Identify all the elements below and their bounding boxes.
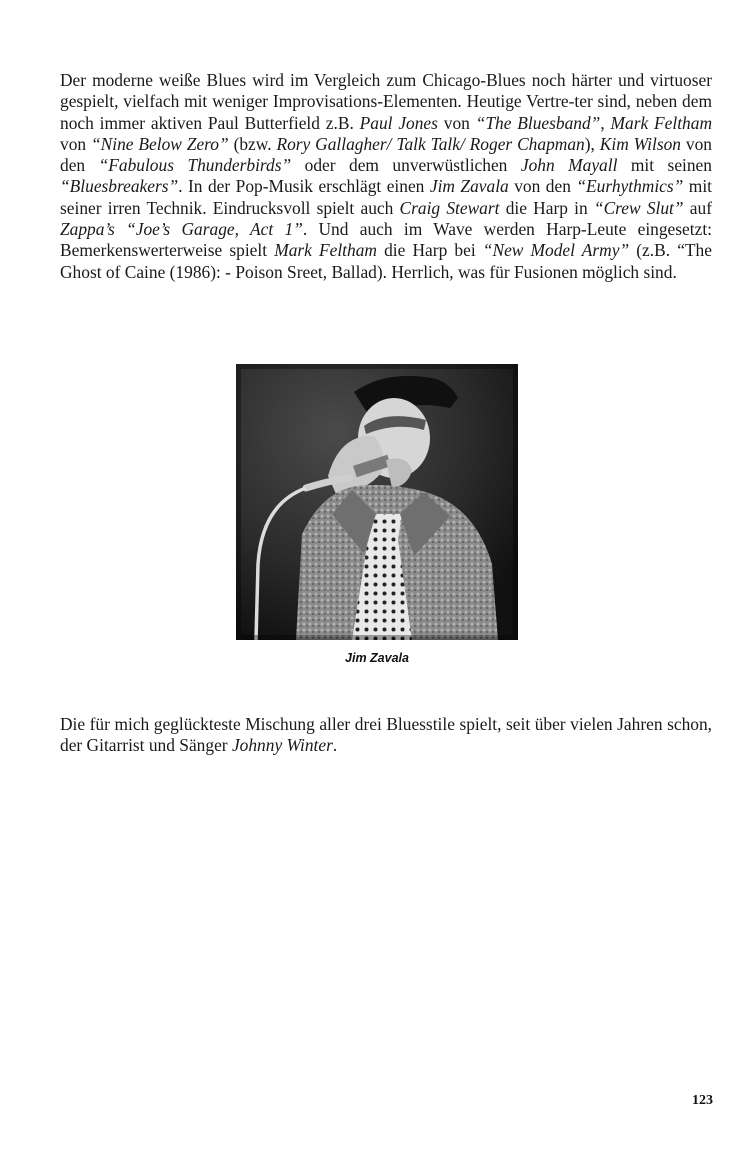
italic-name: Mark Feltham bbox=[274, 240, 377, 261]
text-run: Die für mich geglückteste Mischung aller drei Bluesstile spielt, seit über vielen Jahren schon, der Gitarrist und Sänger bbox=[60, 714, 712, 756]
italic-name: Paul Jones bbox=[359, 112, 438, 133]
text-run: von den bbox=[508, 176, 577, 197]
text-run: . In der Pop-Musik erschlägt einen bbox=[178, 176, 430, 197]
italic-name: Johnny Winter bbox=[231, 735, 333, 756]
text-run: von bbox=[437, 112, 476, 133]
text-run: Der moderne weiße Blues wird im Vergleich zum Chicago-Blues noch härter und virtuoser gespielt, vielfach mit weniger Improvisations-Elementen. Heutige Vertre-ter sind, neben dem noch immer aktiven Paul Butterfield z.B. bbox=[60, 70, 712, 133]
photo-jim-zavala bbox=[236, 364, 518, 640]
italic-name: John Mayall bbox=[520, 155, 618, 176]
text-run: mit seiner irren Technik. Eindrucksvoll spielt auch bbox=[60, 176, 712, 218]
text-run: . Und auch im Wave werden Harp-Leute eingesetzt: Bemerkenswerterweise spielt bbox=[60, 219, 712, 261]
body-paragraph-2 bbox=[60, 714, 712, 757]
italic-name: “Nine Below Zero” bbox=[91, 133, 229, 154]
italic-name: Zappa’s “Joe’s Garage, Act 1” bbox=[60, 219, 303, 240]
text-run: von den bbox=[60, 133, 713, 176]
text-run: . bbox=[332, 735, 338, 756]
italic-name: Craig Stewart bbox=[399, 197, 500, 218]
italic-name: Mark Feltham bbox=[610, 112, 712, 133]
page-number: 123 bbox=[692, 1093, 713, 1108]
italic-name: “Bluesbreakers” bbox=[60, 176, 179, 197]
text-run: oder dem unverwüstlichen bbox=[291, 155, 521, 176]
italic-name: “Eurhythmics” bbox=[576, 176, 684, 197]
text-run: (bzw. bbox=[228, 133, 277, 154]
harmonica-player-illustration bbox=[236, 364, 518, 640]
text-run: ), bbox=[584, 133, 600, 154]
italic-name: Kim Wilson bbox=[599, 133, 682, 154]
text-run: (z.B. “The Ghost of Caine (1986): - Poison Sreet, Ballad). Herrlich, was für Fusionen möglich sind. bbox=[60, 240, 712, 282]
text-run: , bbox=[600, 112, 611, 133]
figure-caption: Jim Zavala bbox=[345, 651, 409, 665]
italic-name: Jim Zavala bbox=[429, 176, 509, 197]
body-paragraph-1 bbox=[60, 70, 712, 283]
italic-name: “Crew Slut” bbox=[593, 197, 684, 218]
italic-name: “New Model Army” bbox=[482, 240, 630, 261]
italic-name: Rory Gallagher/ Talk Talk/ Roger Chapman bbox=[276, 133, 585, 154]
text-run: die Harp bei bbox=[376, 240, 483, 261]
text-run: auf bbox=[683, 197, 712, 218]
text-run: mit seinen bbox=[617, 155, 712, 176]
italic-name: “The Bluesband” bbox=[475, 112, 601, 133]
italic-name: “Fabulous Thunderbirds” bbox=[98, 155, 292, 176]
text-run: die Harp in bbox=[499, 197, 594, 218]
text-run: von bbox=[60, 133, 91, 154]
